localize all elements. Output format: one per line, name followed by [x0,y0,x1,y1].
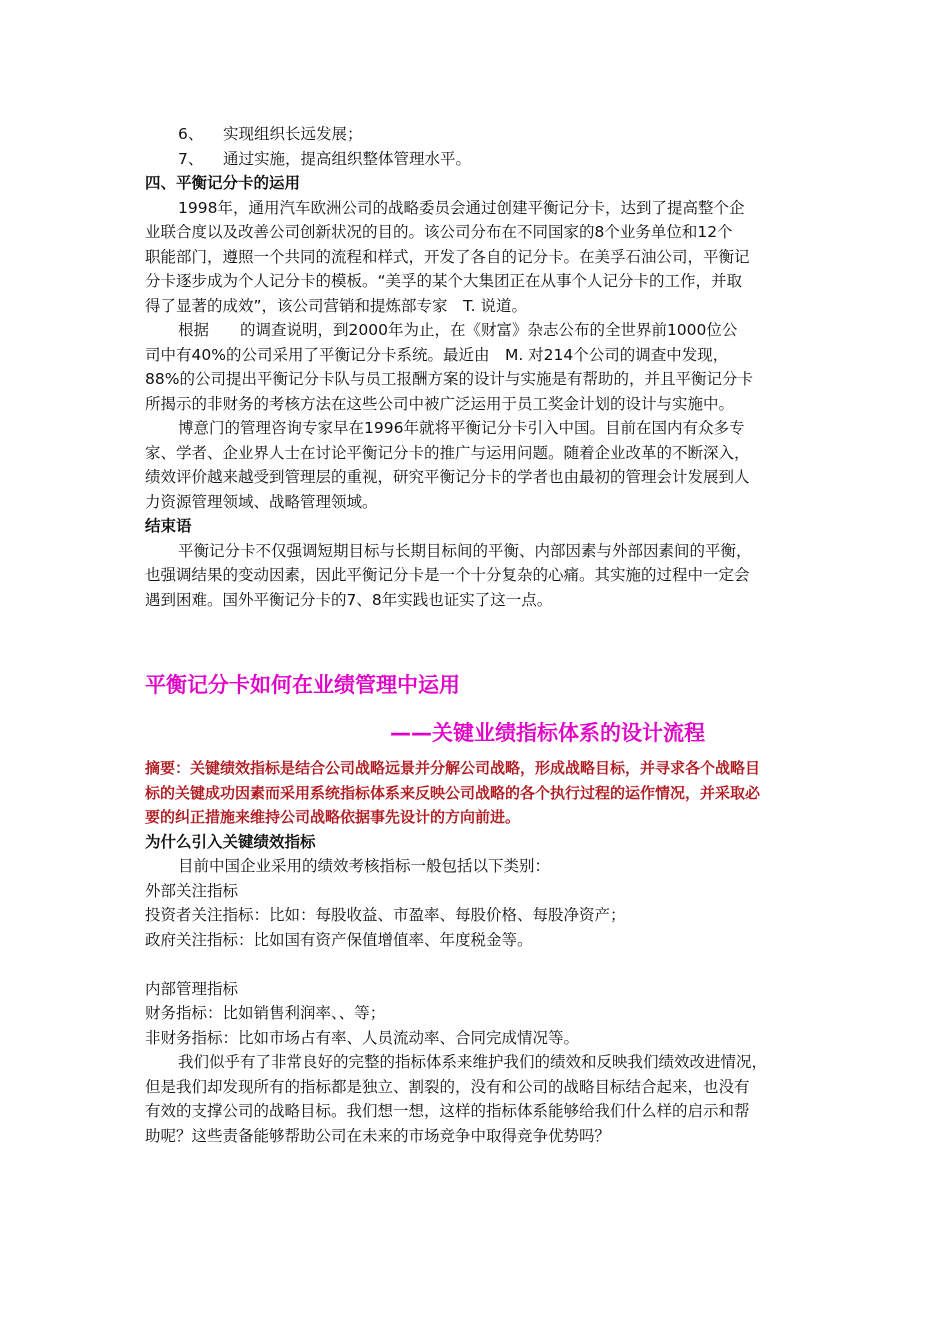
list-text: 通过实施，提高组织整体管理水平。 [223,149,472,168]
text-line: 博意门的管理咨询专家早在1996年就将平衡记分卡引入中国。目前在国内有众多专 [178,419,745,437]
external-item: 政府关注指标：比如国有资产保值增值率、年度税金等。 [145,930,533,949]
spacer [145,748,805,756]
paragraph [145,416,805,514]
text-line: 遇到困难。国外平衡记分卡的7、8年实践也证实了这一点。 [145,590,553,609]
text-line: 职能部门，遵照一个共同的流程和样式，开发了各自的记分卡。在美孚石油公司，平衡记 [145,247,750,266]
text-line: 平衡记分卡不仅强调短期目标与长期目标间的平衡、内部因素与外部因素间的平衡， [178,541,752,560]
text-line: 根据 的调查说明，到2000年为止，在《财富》杂志公布的全世界前1000位公 [178,321,738,339]
paragraph [145,318,805,416]
text-line: 司中有40%的公司采用了平衡记分卡系统。最近由 M. 对214个公司的调查中发现， [145,345,729,364]
conclusion-heading: 结束语 [145,517,192,535]
text-line: 助呢？这些责备能够帮助公司在未来的市场竞争中取得竞争优势吗？ [145,1126,611,1145]
abstract-line: 标的关键成功因素而采用系统指标体系来反映公司战略的各个执行过程的运作情况，并采取必 [145,783,761,802]
spacer [145,952,805,977]
text-line: 得了显著的成效”，该公司营销和提炼部专家 T. 说道。 [145,296,528,315]
list-number: 7、 [178,149,204,168]
text-line: 1998年，通用汽车欧洲公司的战略委员会通过创建平衡记分卡，达到了提高整个企 [178,198,745,217]
section-heading: 四、平衡记分卡的运用 [145,174,301,192]
text-line: 家、学者、企业界人士在讨论平衡记分卡的推广与运用问题。随着企业改革的不断深入， [145,443,750,462]
list-item [145,122,805,147]
text-line: 88%的公司提出平衡记分卡队与员工报酬方案的设计与实施是有帮助的，并且平衡记分卡 [145,370,753,388]
internal-title: 内部管理指标 [145,979,239,998]
internal-item: 财务指标：比如销售利润率、、等； [145,1004,386,1022]
text-line: 有效的支撑公司的战略目标。我们想一想，这样的指标体系能够给我们什么样的启示和帮 [145,1102,750,1120]
text-line: 力资源管理领域、战略管理领域。 [145,492,378,511]
abstract [145,756,805,830]
article-title: 平衡记分卡如何在业绩管理中运用 [145,673,460,697]
paragraph [145,196,805,319]
document-page [145,122,805,1148]
external-title: 外部关注指标 [145,881,239,900]
internal-item: 非财务指标：比如市场占有率、人员流动率、合同完成情况等。 [145,1028,580,1047]
intro-line: 目前中国企业采用的绩效考核指标一般包括以下类别： [178,857,551,875]
text-line: 业联合度以及改善公司创新状况的目的。该公司分布在不同国家的8个业务单位和12个 [145,223,733,241]
spacer [145,700,805,718]
list-number: 6、 [178,125,204,143]
list-item [145,147,805,172]
text-line: 我们似乎有了非常良好的完整的指标体系来维护我们的绩效和反映我们绩效改进情况， [178,1053,768,1071]
abstract-line: 摘要：关键绩效指标是结合公司战略远景并分解公司战略，形成战略目标，并寻求各个战略目 [145,759,761,777]
text-line: 所揭示的非财务的考核方法在这些公司中被广泛运用于员工奖金计划的设计与实施中。 [145,394,735,413]
paragraph [145,539,805,613]
article-subtitle: ——关键业绩指标体系的设计流程 [390,721,705,745]
abstract-line: 要的纠正措施来维持公司战略依据事先设计的方向前进。 [145,808,521,826]
text-line: 也强调结果的变动因素，因此平衡记分卡是一个十分复杂的心痛。其实施的过程中一定会 [145,566,750,584]
spacer [145,612,805,670]
why-heading: 为什么引入关键绩效指标 [145,832,316,851]
text-line: 绩效评价越来越受到管理层的重视，研究平衡记分卡的学者也由最初的管理会计发展到人 [145,468,750,486]
text-line: 分卡逐步成为个人记分卡的模板。“美孚的某个大集团正在从事个人记分卡的工作，并取 [145,272,743,290]
text-line: 但是我们却发现所有的指标都是独立、割裂的，没有和公司的战略目标结合起来，也没有 [145,1077,750,1096]
paragraph [145,1050,805,1148]
list-text: 实现组织长远发展； [223,125,363,143]
external-item: 投资者关注指标：比如：每股收益、市盈率、每股价格、每股净资产； [145,906,626,924]
